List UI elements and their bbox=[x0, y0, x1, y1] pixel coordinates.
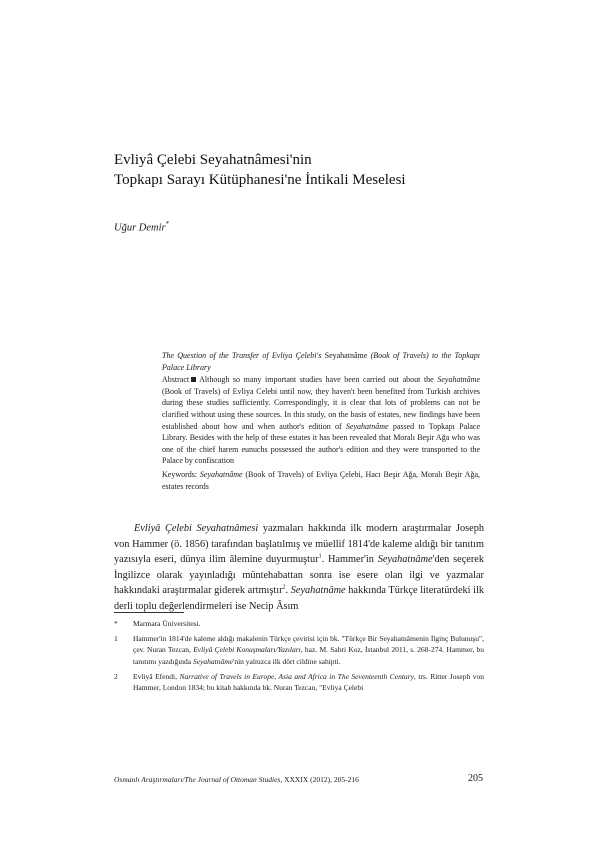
english-title: The Question of the Transfer of Evliya Çelebi's Seyahatnâme (Book of Travels) to the Topkapı Palace Library bbox=[162, 351, 480, 372]
article-title bbox=[114, 150, 514, 190]
keywords: Keywords: Seyahatnâme (Book of Travels) of Evliya Çelebi, Hacı Beşir Ağa, Moralı Beşir Ağa, estates records bbox=[162, 469, 480, 491]
title-line-2: Topkapı Sarayı Kütüphanesi'ne İntikali Meselesi bbox=[114, 172, 406, 188]
author-footnote-mark: * bbox=[165, 220, 170, 228]
keywords-label: Keywords: bbox=[162, 469, 198, 479]
author-name: Uğur Demir bbox=[114, 222, 166, 234]
title-line-1: Evliyâ Çelebi Seyahatnâmesi'nin bbox=[114, 152, 312, 168]
footnote-ref-2[interactable]: 2 bbox=[282, 584, 286, 591]
footnote-divider bbox=[114, 612, 184, 613]
page-number: 205 bbox=[468, 773, 483, 784]
square-bullet-icon bbox=[191, 377, 196, 382]
footnotes bbox=[114, 618, 484, 697]
journal-footer: Osmanlı Araştırmaları/The Journal of Ottoman Studies, XXXIX (2012), 205-216 bbox=[114, 775, 359, 784]
author bbox=[114, 220, 169, 234]
footnote-item: * Marmara Üniversitesi. bbox=[114, 619, 201, 628]
body-paragraph: Evliyâ Çelebi Seyahatnâmesi yazmaları hakkında ilk modern araştırmalar Joseph von Hammer (ö. 1856) tarafından başlatılmış ve müellif 1814'de kaleme aldığı bir tanıtım yazısıyla eseri, dünya ilim âlemine duyurmuştur$^1$. Hammer'in Seyahatnâme'den seçerek İngilizce olarak yayınladığı müntehabattan sonra ise esere olan ilgi ve yazmalar hakkındaki araştırmalar giderek artmıştır$^2$. Seyahatnâme hakkında Türkçe literatürdeki ilk derli toplu değerlendirmeleri ise Necip Âsım bbox=[114, 523, 485, 612]
abstract-text: Abstract Although so many important studies have been carried out about the Seyahatnâme (Book of Travels) of Evliya Celebi until now, they haven't been benefited from Turkish archives during these studies sufficiently. Correspondingly, it is clear that lots of problems can not be clarified without using these sources. In this study, on the basis of estates, new findings have been established about how and when author's edition of Seyahatnâme passed to Topkapı Palace Library. Besides with the help of these estates it has been revealed that Moralı Beşir Ağa who was one of the chief harem eunuchs possessed the author's edition and they were transported to the Palace by confiscation bbox=[162, 375, 480, 466]
footnote-item: 1 Hammer'in 1814'de kaleme aldığı makalenin Türkçe çevirisi için bk. "Türkçe Bir Seyahatnâmenin İlginç Bulunuşu", çev. Nuran Tezcan, Evliyâ Çelebi Konuşmaları/Yazıları, haz. M. Sabri Koz, İstanbul 2011, s. 268-274. Hammer, bu tanıtımı yazdığında Seyahatnâme'nin yalnızca ilk dört cildine sahipti. bbox=[114, 634, 484, 666]
footnote-item: 2 Evliyâ Efendi, Narrative of Travels in Europe, Asia and Africa in The Seventeenth Century, trs. Ritter Joseph von Hammer, London 1834; bu kitab hakkında bk. Nuran Tezcan, "Evliya Çelebi bbox=[114, 671, 484, 693]
abstract-label: Abstract bbox=[162, 375, 190, 385]
abstract-block bbox=[162, 350, 480, 492]
footnote-ref-1[interactable]: 1 bbox=[318, 553, 322, 560]
